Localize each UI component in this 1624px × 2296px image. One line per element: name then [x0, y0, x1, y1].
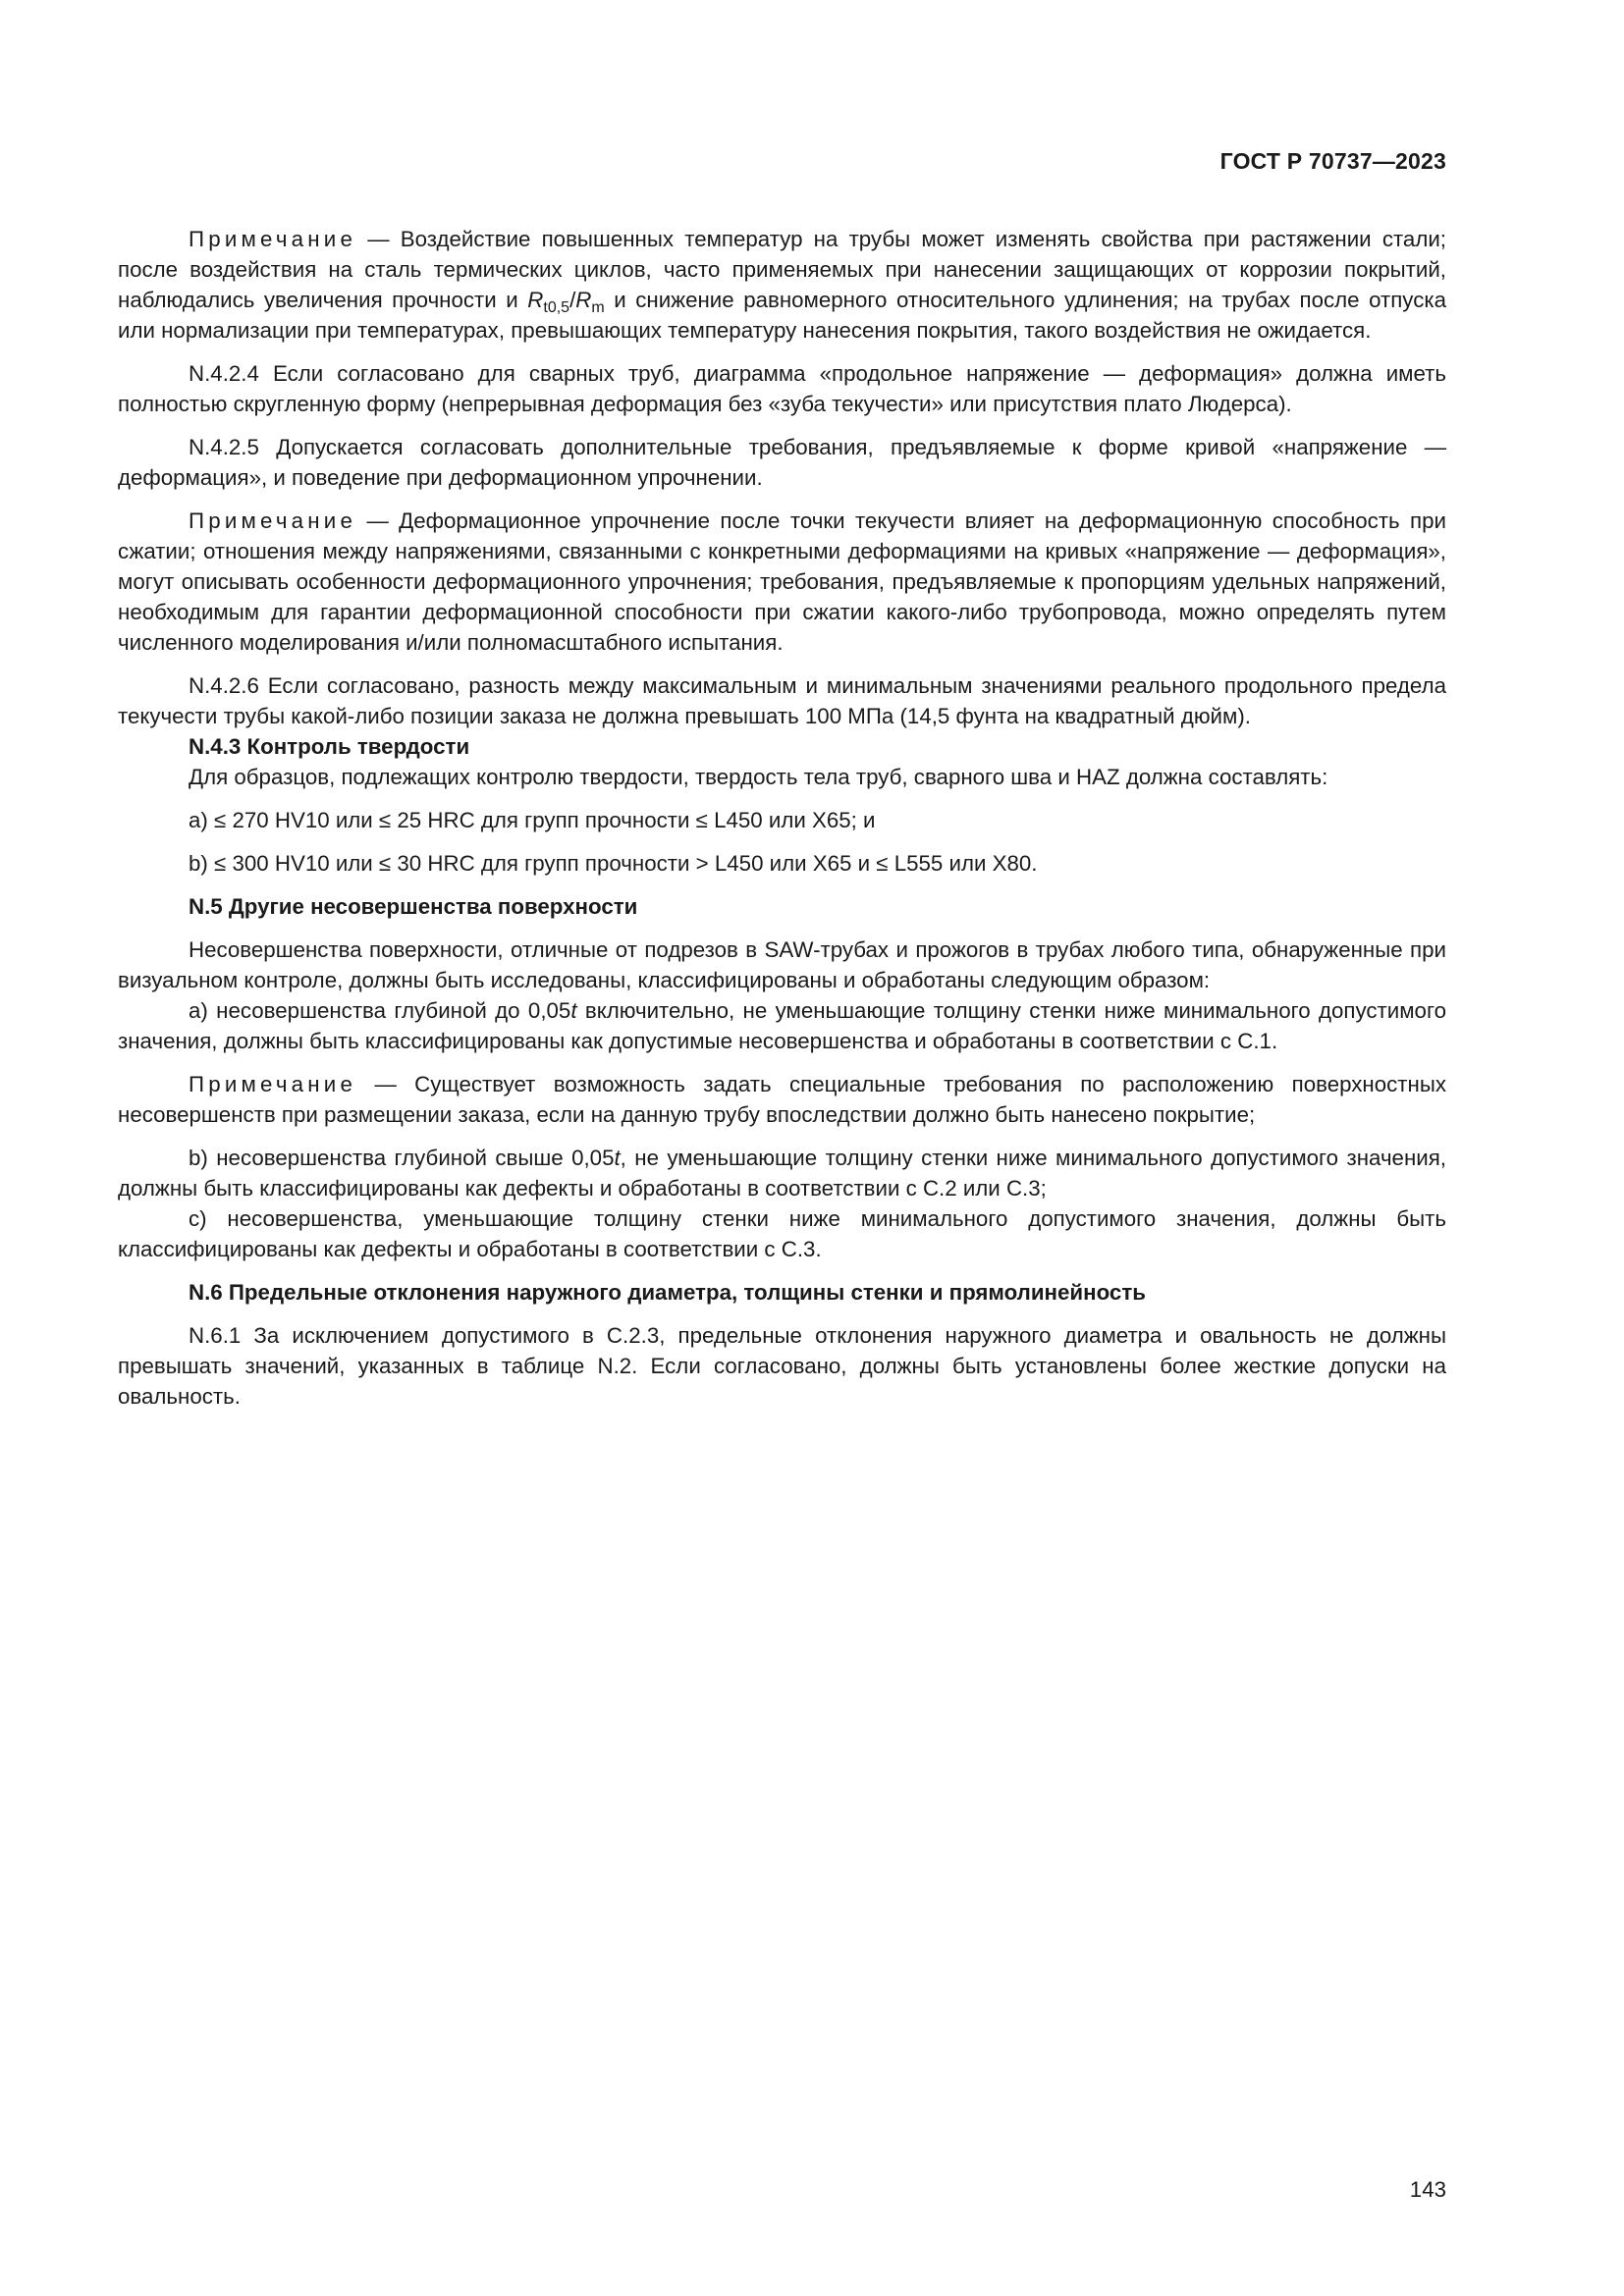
list-item [118, 995, 1446, 1056]
note-paragraph [118, 506, 1446, 658]
note-paragraph [118, 1069, 1446, 1130]
note-text: — Деформационное упрочнение после точки текучести влияет на деформационную способность при сжатии; отношения между напряжениями, связанными с конкретными деформациями на кривых «напряжение — деформация», могут описывать особенности деформационного упрочнения; требования, предъявляемые к пропорциям удельных напряжений, необходимым для гарантии деформационной способности при сжатии какого-либо трубопровода, можно определять путем численного моделирования и/или полномасштабного испытания. [118, 508, 1446, 655]
list-item [118, 1143, 1446, 1203]
variable-t: t [614, 1146, 621, 1170]
formula-r: R [575, 288, 592, 312]
variable-t: t [570, 998, 577, 1023]
document-body [118, 224, 1446, 1412]
paragraph-n43-intro: Для образцов, подлежащих контролю твердости, твердость тела труб, сварного шва и HAZ должна составлять: [189, 765, 1328, 789]
formula-subscript: m [591, 299, 605, 316]
note-text: — Воздействие повышенных температур на трубы может изменять свойства при растяжении стали; после воздействия на сталь термических циклов, часто применяемых при нанесении защищающих от коррозии покрытий, наблюдались увеличения прочности и [118, 227, 1446, 312]
paragraph-n61: N.6.1 За исключением допустимого в C.2.3, предельные отклонения наружного диаметра и овальность не должны превышать значений, указанных в таблице N.2. Если согласовано, должны быть установлены более жесткие допуски на овальность. [118, 1323, 1446, 1409]
formula-r: R [527, 288, 544, 312]
list-item: a) ≤ 270 HV10 или ≤ 25 HRC для групп прочности ≤ L450 или X65; и [189, 808, 876, 832]
note-label: Примечание [189, 1072, 357, 1096]
heading-n5: N.5 Другие несовершенства поверхности [189, 894, 638, 919]
formula-slash: / [569, 288, 576, 312]
document-page [118, 0, 1446, 2296]
note-label: Примечание [189, 227, 357, 251]
formula-subscript: t0,5 [543, 299, 570, 316]
note-paragraph [118, 224, 1446, 346]
paragraph-n425: N.4.2.5 Допускается согласовать дополнительные требования, предъявляемые к форме кривой «напряжение — деформация», и поведение при деформационном упрочнении. [118, 435, 1446, 490]
heading-n6: N.6 Предельные отклонения наружного диаметра, толщины стенки и прямолинейность [189, 1280, 1146, 1305]
note-label: Примечание [189, 508, 357, 533]
page-number: 143 [1409, 2177, 1446, 2202]
list-item-text: a) несовершенства глубиной до 0,05 [189, 998, 571, 1023]
note-text: — Существует возможность задать специальные требования по расположению поверхностных несовершенств при размещении заказа, если на данную трубу впоследствии должно быть нанесено покрытие; [118, 1072, 1446, 1127]
paragraph-n426: N.4.2.6 Если согласовано, разность между максимальным и минимальным значениями реального продольного предела текучести трубы какой-либо позиции заказа не должна превышать 100 МПа (14,5 фунта на квадратный дюйм). [118, 673, 1446, 728]
paragraph-n5-intro: Несовершенства поверхности, отличные от подрезов в SAW-трубах и прожогов в трубах любого типа, обнаруженные при визуальном контроле, должны быть исследованы, классифицированы и обработаны следующим образом: [118, 937, 1446, 992]
note-text: и снижение равномерного относительного удлинения; на трубах после отпуска или нормализации при температурах, превышающих температуру нанесения покрытия, такого воздействия не ожидается. [118, 288, 1447, 343]
paragraph-n424: N.4.2.4 Если согласовано для сварных труб, диаграмма «продольное напряжение — деформация» должна иметь полностью скругленную форму (непрерывная деформация без «зуба текучести» или присутствия плато Людерса). [118, 361, 1446, 416]
heading-n43: N.4.3 Контроль твердости [189, 734, 470, 759]
list-item-text: включительно, не уменьшающие толщину стенки ниже минимального допустимого значения, должны быть классифицированы как допустимые несовершенства и обработаны в соответствии с C.1. [118, 998, 1446, 1053]
standard-number: ГОСТ Р 70737—2023 [1219, 148, 1446, 174]
list-item: c) несовершенства, уменьшающие толщину стенки ниже минимального допустимого значения, должны быть классифицированы как дефекты и обработаны в соответствии с C.3. [118, 1206, 1446, 1261]
list-item: b) ≤ 300 HV10 или ≤ 30 HRC для групп прочности > L450 или X65 и ≤ L555 или X80. [189, 851, 1038, 876]
list-item-text: b) несовершенства глубиной свыше 0,05 [189, 1146, 615, 1170]
list-item-text: , не уменьшающие толщину стенки ниже минимального допустимого значения, должны быть классифицированы как дефекты и обработаны в соответствии с C.2 или C.3; [118, 1146, 1446, 1201]
